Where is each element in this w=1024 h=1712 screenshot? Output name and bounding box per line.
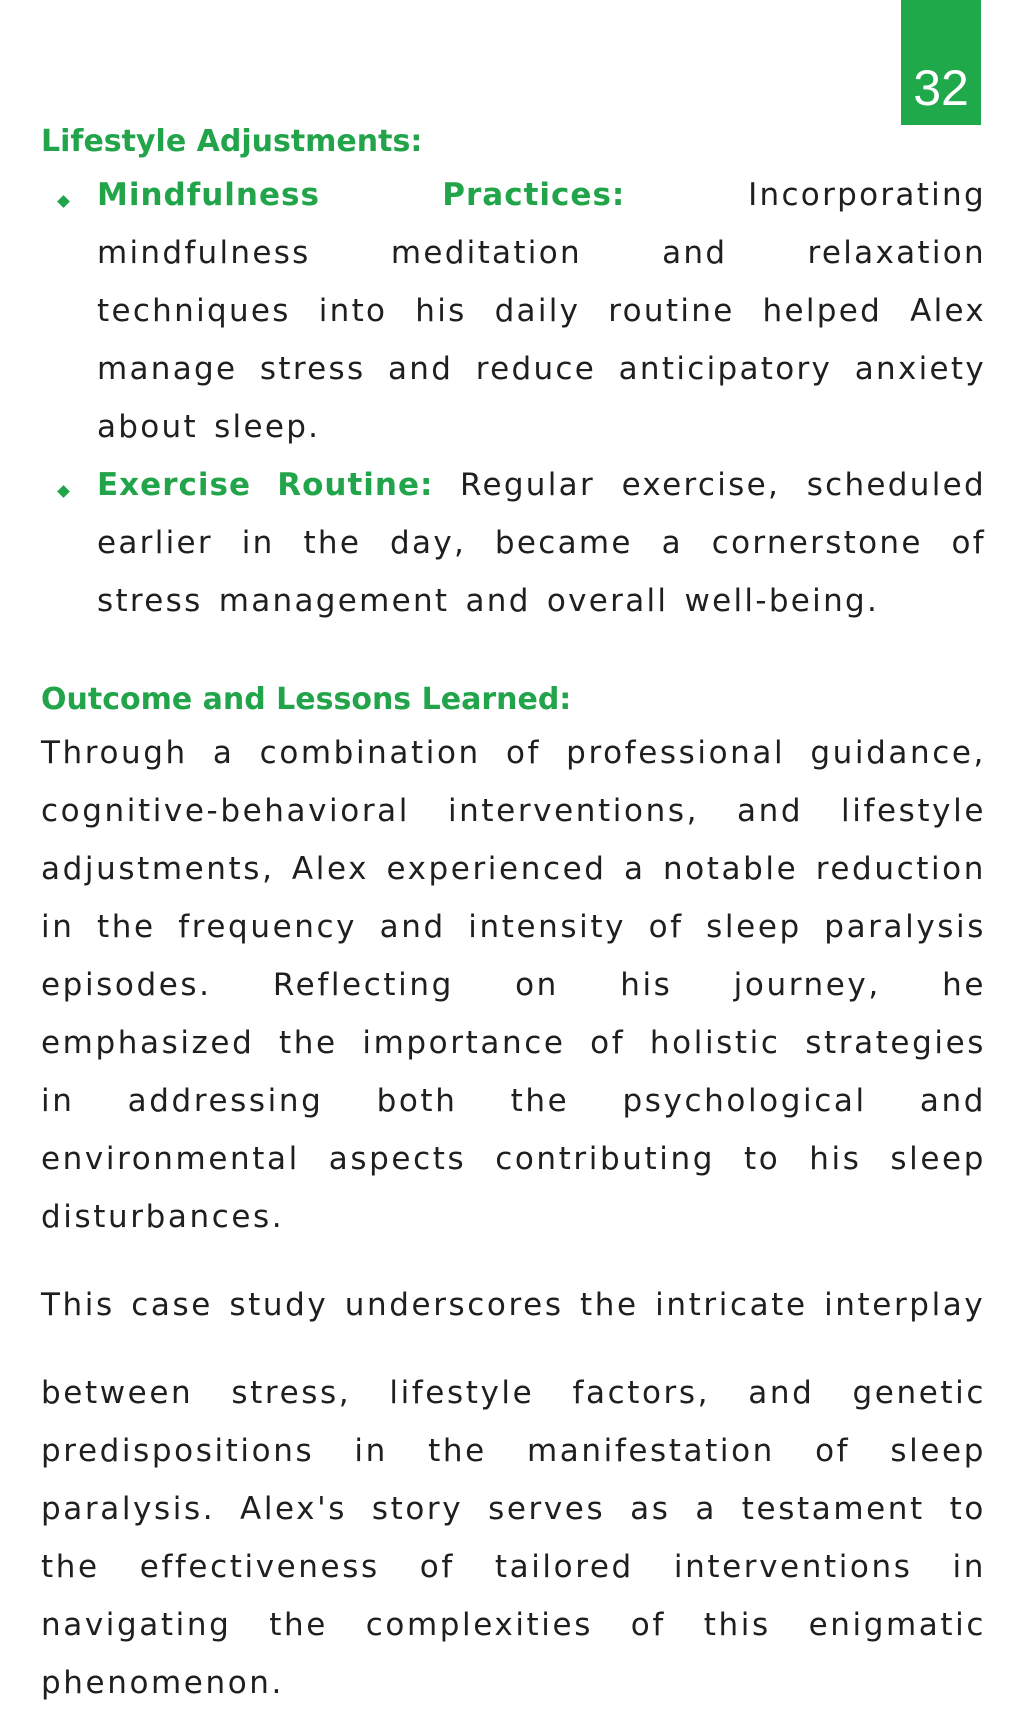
bullet-text: Incorporating mindfulness meditation and relaxation techniques into his daily routine helped Alex manage stress and reduce anticipatory anxiety about sleep. xyxy=(97,177,986,445)
page-content xyxy=(41,118,986,1712)
conclusion-paragraph-1: This case study underscores the intricate interplay xyxy=(41,1287,986,1323)
lifestyle-heading: Lifestyle Adjustments: xyxy=(41,124,423,159)
list-item xyxy=(41,166,986,456)
bullet-title: Mindfulness Practices: xyxy=(97,177,626,213)
bullet-text: Regular exercise, scheduled earlier in the day, became a cornerstone of stress management and overall well-being. xyxy=(97,467,986,619)
bullet-title: Exercise Routine: xyxy=(97,467,434,503)
outcome-heading: Outcome and Lessons Learned: xyxy=(41,682,572,717)
diamond-bullet-icon xyxy=(57,195,70,208)
diamond-bullet-icon xyxy=(57,485,70,498)
list-item xyxy=(41,456,986,630)
conclusion-paragraph-2: between stress, lifestyle factors, and genetic predispositions in the manifestation of sleep paralysis. Alex's story serves as a testament to the effectiveness of tailored interventions in navigating the complexities of this enigmatic phenomenon. xyxy=(41,1375,986,1701)
page-number-badge xyxy=(901,0,981,125)
outcome-paragraph: Through a combination of professional guidance, cognitive-behavioral interventions, and lifestyle adjustments, Alex experienced a notable reduction in the frequency and intensity of sleep paralysis episodes. Reflecting on his journey, he emphasized the importance of holistic strategies in addressing both the psychological and environmental aspects contributing to his sleep disturbances. xyxy=(41,735,986,1235)
page-number: 32 xyxy=(913,60,969,116)
lifestyle-list xyxy=(41,166,986,630)
